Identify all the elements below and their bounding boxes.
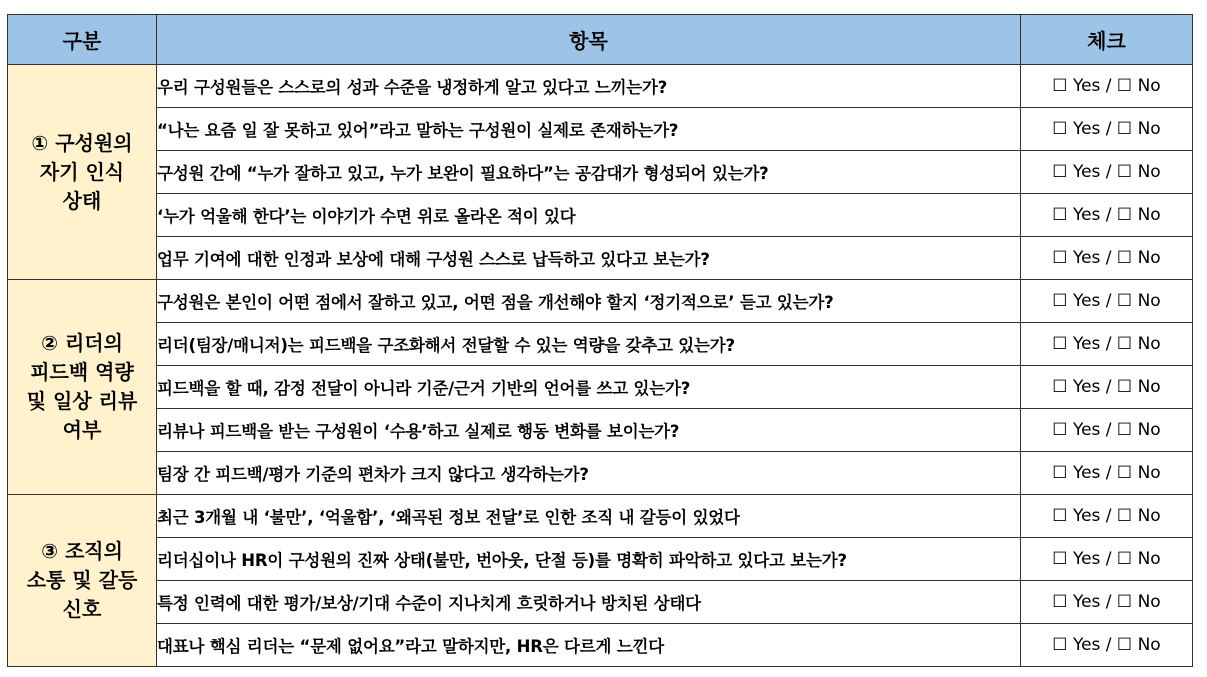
table-row bbox=[8, 280, 1193, 323]
table-row bbox=[8, 366, 1193, 409]
check-cell[interactable]: ☐ Yes / ☐ No bbox=[1021, 237, 1193, 280]
category-cell-1 bbox=[8, 65, 157, 280]
item-text: 리더(팀장/매니저)는 피드백을 구조화해서 전달할 수 있는 역량을 갖추고 있는가? bbox=[157, 323, 1021, 366]
item-text: 피드백을 할 때, 감정 전달이 아니라 기준/근거 기반의 언어를 쓰고 있는가? bbox=[157, 366, 1021, 409]
header-row bbox=[8, 15, 1193, 65]
table-row bbox=[8, 323, 1193, 366]
category-cell-3 bbox=[8, 495, 157, 667]
item-text: 대표나 핵심 리더는 “문제 없어요”라고 말하지만, HR은 다르게 느낀다 bbox=[157, 624, 1021, 667]
check-cell[interactable]: ☐ Yes / ☐ No bbox=[1021, 151, 1193, 194]
category-label: ① 구성원의 자기 인식 상태 bbox=[31, 130, 133, 213]
check-cell[interactable]: ☐ Yes / ☐ No bbox=[1021, 581, 1193, 624]
item-text: 리뷰나 피드백을 받는 구성원이 ‘수용’하고 실제로 행동 변화를 보이는가? bbox=[157, 409, 1021, 452]
check-cell[interactable]: ☐ Yes / ☐ No bbox=[1021, 65, 1193, 108]
item-text: 팀장 간 피드백/평가 기준의 편차가 크지 않다고 생각하는가? bbox=[157, 452, 1021, 495]
check-cell[interactable]: ☐ Yes / ☐ No bbox=[1021, 323, 1193, 366]
table-row bbox=[8, 108, 1193, 151]
category-label: ③ 조직의 소통 및 갈등 신호 bbox=[26, 539, 138, 621]
item-text: 업무 기여에 대한 인정과 보상에 대해 구성원 스스로 납득하고 있다고 보는가? bbox=[157, 237, 1021, 280]
check-cell[interactable]: ☐ Yes / ☐ No bbox=[1021, 409, 1193, 452]
check-cell[interactable]: ☐ Yes / ☐ No bbox=[1021, 194, 1193, 237]
table-row bbox=[8, 624, 1193, 667]
table-row bbox=[8, 194, 1193, 237]
item-text: 최근 3개월 내 ‘불만’, ‘억울함’, ‘왜곡된 정보 전달’로 인한 조직 내 갈등이 있었다 bbox=[157, 495, 1021, 538]
table-row bbox=[8, 581, 1193, 624]
category-label: ② 리더의 피드백 역량 및 일상 리뷰 여부 bbox=[26, 331, 138, 442]
check-cell[interactable]: ☐ Yes / ☐ No bbox=[1021, 624, 1193, 667]
check-cell[interactable]: ☐ Yes / ☐ No bbox=[1021, 538, 1193, 581]
table-row bbox=[8, 237, 1193, 280]
header-check: 체크 bbox=[1021, 15, 1193, 65]
item-text: 특정 인력에 대한 평가/보상/기대 수준이 지나치게 흐릿하거나 방치된 상태다 bbox=[157, 581, 1021, 624]
header-item: 항목 bbox=[157, 15, 1021, 65]
check-cell[interactable]: ☐ Yes / ☐ No bbox=[1021, 452, 1193, 495]
table-row bbox=[8, 65, 1193, 108]
table-row bbox=[8, 495, 1193, 538]
header-category: 구분 bbox=[8, 15, 157, 65]
item-text: 우리 구성원들은 스스로의 성과 수준을 냉정하게 알고 있다고 느끼는가? bbox=[157, 65, 1021, 108]
checklist-table bbox=[7, 14, 1193, 667]
table-row bbox=[8, 409, 1193, 452]
item-text: “나는 요즘 일 잘 못하고 있어”라고 말하는 구성원이 실제로 존재하는가? bbox=[157, 108, 1021, 151]
item-text: 구성원은 본인이 어떤 점에서 잘하고 있고, 어떤 점을 개선해야 할지 ‘정기적으로’ 듣고 있는가? bbox=[157, 280, 1021, 323]
check-cell[interactable]: ☐ Yes / ☐ No bbox=[1021, 108, 1193, 151]
item-text: ‘누가 억울해 한다’는 이야기가 수면 위로 올라온 적이 있다 bbox=[157, 194, 1021, 237]
item-text: 구성원 간에 “누가 잘하고 있고, 누가 보완이 필요하다”는 공감대가 형성되어 있는가? bbox=[157, 151, 1021, 194]
check-cell[interactable]: ☐ Yes / ☐ No bbox=[1021, 495, 1193, 538]
table-row bbox=[8, 452, 1193, 495]
table-row bbox=[8, 538, 1193, 581]
table-row bbox=[8, 151, 1193, 194]
check-cell[interactable]: ☐ Yes / ☐ No bbox=[1021, 366, 1193, 409]
category-cell-2 bbox=[8, 280, 157, 495]
check-cell[interactable]: ☐ Yes / ☐ No bbox=[1021, 280, 1193, 323]
item-text: 리더십이나 HR이 구성원의 진짜 상태(불만, 번아웃, 단절 등)를 명확히 파악하고 있다고 보는가? bbox=[157, 538, 1021, 581]
